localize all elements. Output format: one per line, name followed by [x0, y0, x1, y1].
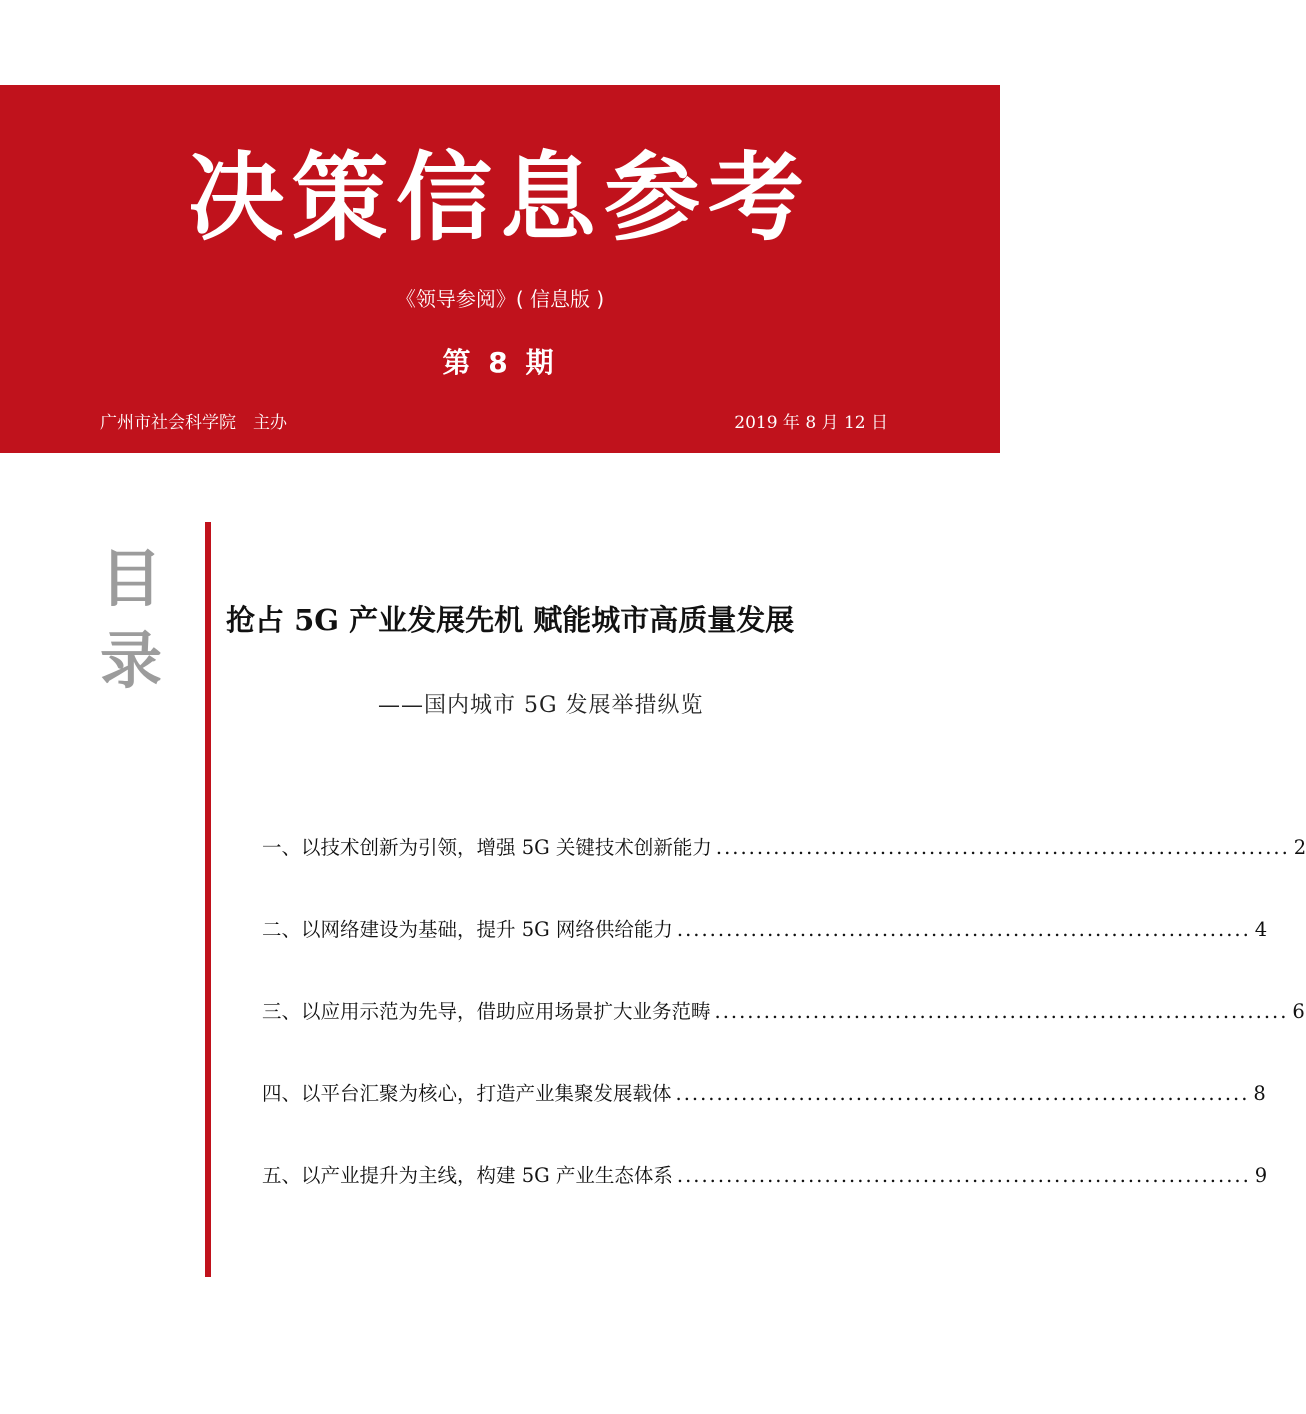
toc-leader-dots: ......................................................................	[714, 1000, 1289, 1023]
publication-subtitle: 《领导参阅》( 信息版 )	[395, 287, 605, 311]
toc-item-text: 二、以网络建设为基础，提升 5G 网络供给能力	[262, 918, 673, 941]
toc-item-text: 一、以技术创新为引领，增强 5G 关键技术创新能力	[262, 836, 712, 859]
issue-number: 第 8 期	[442, 346, 558, 379]
toc-item-text: 四、以平台汇聚为核心，打造产业集聚发展载体	[262, 1082, 672, 1105]
toc-item-page: 8	[1253, 1082, 1266, 1105]
toc-item[interactable]	[262, 914, 1268, 996]
toc-label-char: 目	[99, 542, 162, 615]
toc-leader-dots: ......................................................................	[676, 918, 1251, 941]
toc-item[interactable]	[262, 996, 1305, 1078]
toc-label	[96, 538, 166, 702]
toc-item[interactable]	[262, 1078, 1266, 1160]
toc-item-text: 三、以应用示范为先导，借助应用场景扩大业务范畴	[262, 1000, 711, 1023]
sponsor-text: 广州市社会科学院 主办	[100, 413, 287, 433]
toc-item-page: 2	[1293, 836, 1306, 859]
publication-date: 2019 年 8 月 12 日	[734, 413, 888, 433]
publication-title: 决策信息参考	[188, 141, 812, 254]
toc-list	[262, 832, 1306, 1242]
toc-divider	[205, 522, 211, 1277]
toc-item-page: 6	[1292, 1000, 1305, 1023]
toc-leader-dots: ......................................................................	[675, 1082, 1250, 1105]
article-title: 抢占 5G 产业发展先机 赋能城市高质量发展	[226, 603, 795, 637]
toc-item-page: 4	[1254, 918, 1268, 941]
toc-item[interactable]	[262, 1160, 1268, 1242]
toc-leader-dots: ......................................................................	[715, 836, 1290, 859]
toc-item[interactable]	[262, 832, 1306, 914]
article-subtitle: ——国内城市 5G 发展举措纵览	[378, 693, 704, 718]
toc-label-char: 录	[99, 624, 162, 697]
toc-item-text: 五、以产业提升为主线，构建 5G 产业生态体系	[262, 1164, 673, 1187]
toc-leader-dots: ......................................................................	[676, 1164, 1251, 1187]
toc-item-page: 9	[1254, 1164, 1268, 1187]
